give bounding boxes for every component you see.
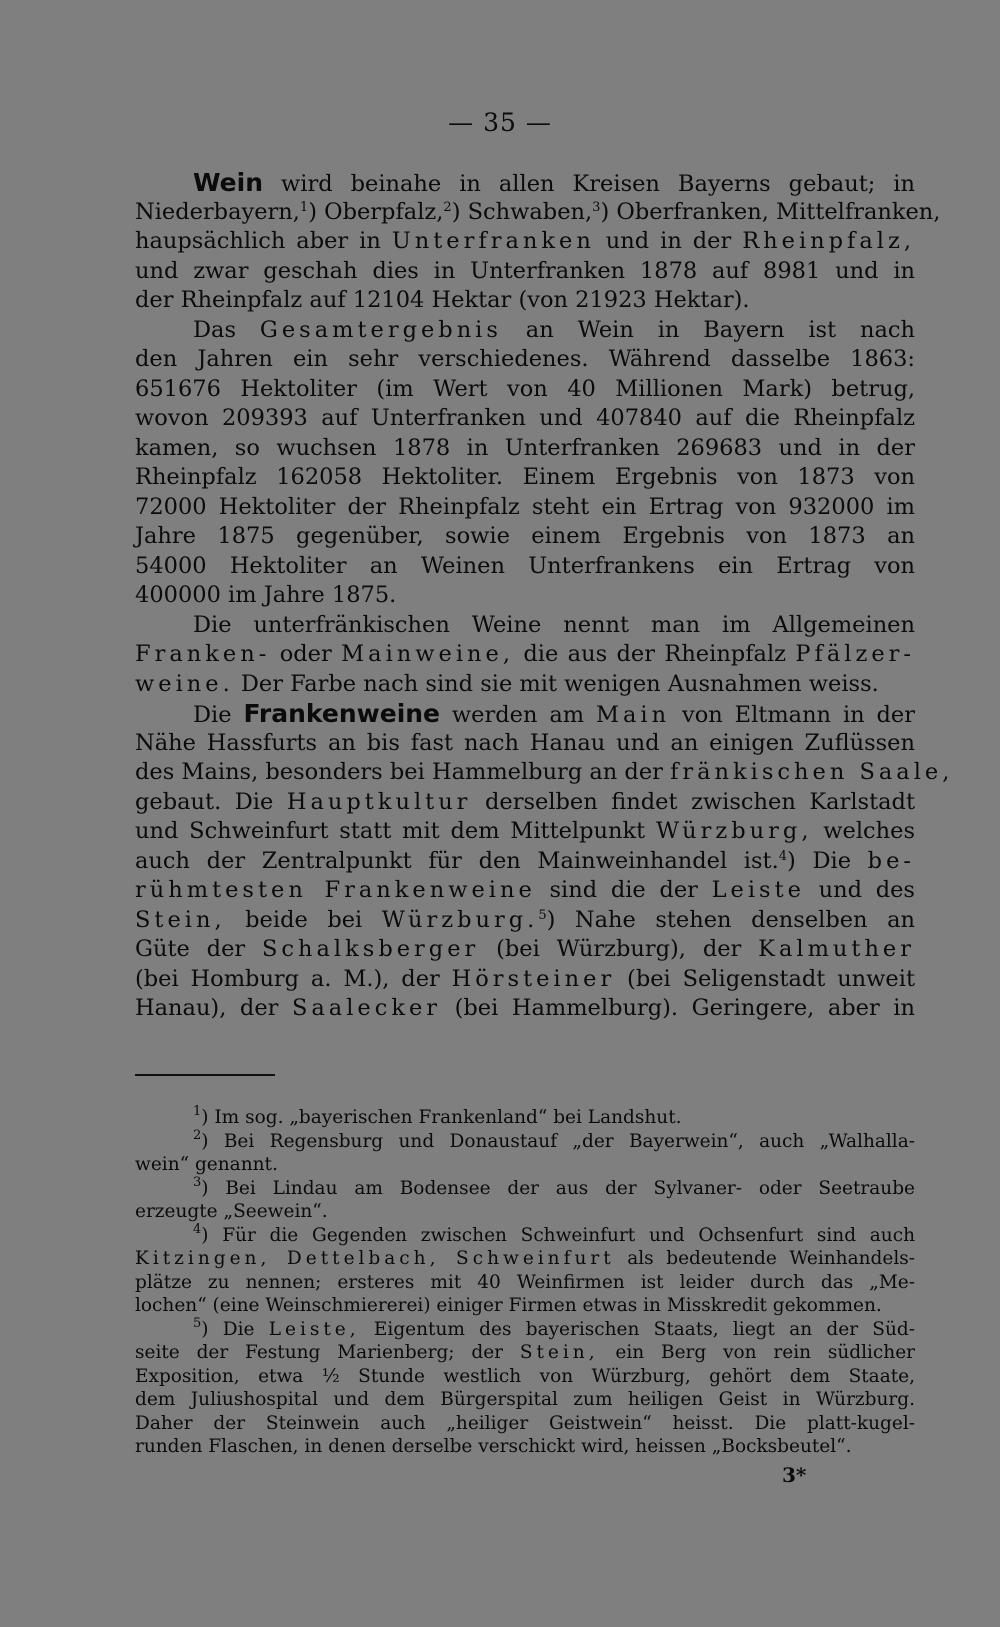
text-line: kamen, so wuchsen 1878 in Unterfranken 269683 und in der — [135, 434, 915, 461]
text-line: Die unterfränkischen Weine nennt man im Allgemeinen — [193, 611, 915, 638]
text-line: 651676 Hektoliter (im Wert von 40 Millionen Mark) betrug, — [135, 375, 915, 402]
footnote-line: plätze zu nennen; ersteres mit 40 Weinfirmen ist leider durch das „Me- — [135, 1271, 915, 1293]
footnote-separator — [135, 1074, 275, 1076]
text-line: Die Frankenweine werden am Main von Eltmann in der — [193, 699, 915, 728]
text-line: Nähe Hassfurts an bis fast nach Hanau und an einigen Zuflüssen — [135, 729, 915, 756]
footnote-ref: 2 — [443, 199, 452, 215]
text-line: Jahre 1875 gegenüber, sowie einem Ergebnis von 1873 an — [135, 523, 915, 549]
footnote: $^4$) Für die Gegenden zwischen Schweinfurt und Ochsenfurt sind auch — [193, 1221, 915, 1246]
page-number: — 35 — — [448, 108, 552, 137]
text-line: 54000 Hektoliter an Weinen Unterfrankens ein Ertrag von — [135, 552, 915, 579]
footnote-line: seite der Festung Marienberg; der Stein, ein Berg von rein südlicher — [135, 1342, 915, 1363]
footnote-ref: 5 — [538, 907, 547, 923]
text-line: der Rheinpfalz auf 12104 Hektar (von 21923 Hektar). — [135, 287, 750, 313]
footnote-line: Kitzingen, Dettelbach, Schweinfurt als bedeutende Weinhandels- — [135, 1248, 915, 1269]
footnote-line: runden Flaschen, in denen derselbe verschickt wird, heissen „Bocksbeutel“. — [135, 1436, 852, 1457]
text-line: Franken- oder Mainweine, die aus der Rheinpfalz Pfälzer- — [135, 641, 916, 667]
footnote-line: wein“ genannt. — [135, 1154, 278, 1175]
text-line: den Jahren ein sehr verschiedenes. Während dasselbe 1863: — [135, 346, 915, 372]
text-line: 400000 im Jahre 1875. — [135, 582, 397, 608]
text-line: wovon 209393 auf Unterfranken und 407840 auf die Rheinpfalz — [135, 405, 915, 431]
text-line: (bei Homburg a. M.), der Hörsteiner (bei Seligenstadt unweit — [135, 965, 915, 992]
footnote-ref: 3 — [592, 199, 601, 215]
keyword-wein: Wein — [193, 168, 264, 197]
text-line: Das Gesamtergebnis an Wein in Bayern ist nach — [193, 316, 915, 343]
footnotes — [135, 1106, 915, 1459]
text-line: und zwar geschah dies in Unterfranken 1878 auf 8981 und in — [135, 257, 915, 284]
text-line: 72000 Hektoliter der Rheinpfalz steht ein Ertrag von 932000 im — [135, 493, 915, 520]
signature-mark: 3* — [782, 1463, 807, 1487]
footnote: $^3$) Bei Lindau am Bodensee der aus der Sylvaner- oder Seetraube — [193, 1174, 915, 1199]
footnote-line: Exposition, etwa ½ Stunde westlich von Würzburg, gehört dem Staate, — [135, 1365, 915, 1387]
footnote: $^5$) Die Leiste, Eigentum des bayerischen Staats, liegt an der Süd- — [193, 1315, 915, 1340]
main-text — [135, 168, 954, 1024]
text-line: weine. Der Farbe nach sind sie mit wenigen Ausnahmen weiss. — [135, 670, 879, 697]
footnote-line: Daher der Steinwein auch „heiliger Geistwein“ heisst. Die platt-kugel- — [135, 1412, 915, 1434]
footnote-ref: 4 — [778, 848, 788, 864]
text-line: rühmtesten Frankenweine sind die der Leiste und des — [135, 877, 915, 903]
text-line: auch der Zentralpunkt für den Mainweinhandel ist.$^4$) Die be- — [135, 847, 915, 874]
text-line: Stein, beide bei Würzburg.$^5$) Nahe stehen denselben an — [135, 906, 915, 933]
text-line: Wein wird beinahe in allen Kreisen Bayerns gebaut; in — [193, 168, 915, 197]
keyword-frankenweine: Frankenweine — [243, 699, 441, 728]
text-line: Rheinpfalz 162058 Hektoliter. Einem Ergebnis von 1873 von — [135, 464, 915, 490]
text-line: gebaut. Die Hauptkultur derselben findet zwischen Karlstadt — [135, 788, 915, 815]
text-line: Niederbayern,$^1$) Oberpfalz,$^2$) Schwaben,$^3$) Oberfranken, Mittelfranken, — [135, 198, 941, 225]
text-line: haupsächlich aber in Unterfranken und in der Rheinpfalz, — [135, 228, 916, 254]
footnote: $^2$) Bei Regensburg und Donaustauf „der Bayerwein“, auch „Walhalla- — [193, 1127, 915, 1152]
text-line: Hanau), der Saalecker (bei Hammelburg). Geringere, aber in — [135, 995, 915, 1021]
footnote-ref: 1 — [299, 199, 309, 215]
footnote-line: erzeugte „Seewein“. — [135, 1201, 328, 1222]
footnote-line: lochen“ (eine Weinschmiererei) einiger Firmen etwas in Misskredit gekommen. — [135, 1295, 882, 1316]
footnote-line: dem Juliushospital und dem Bürgerspital zum heiligen Geist in Würzburg. — [135, 1389, 915, 1410]
text-line: des Mains, besonders bei Hammelburg an der fränkischen Saale, — [135, 759, 954, 785]
text-line: und Schweinfurt statt mit dem Mittelpunkt Würzburg, welches — [135, 818, 915, 844]
text-line: Güte der Schalksberger (bei Würzburg), der Kalmuther — [135, 936, 916, 962]
footnote: $^1$) Im sog. „bayerischen Frankenland“ bei Landshut. — [193, 1104, 682, 1128]
